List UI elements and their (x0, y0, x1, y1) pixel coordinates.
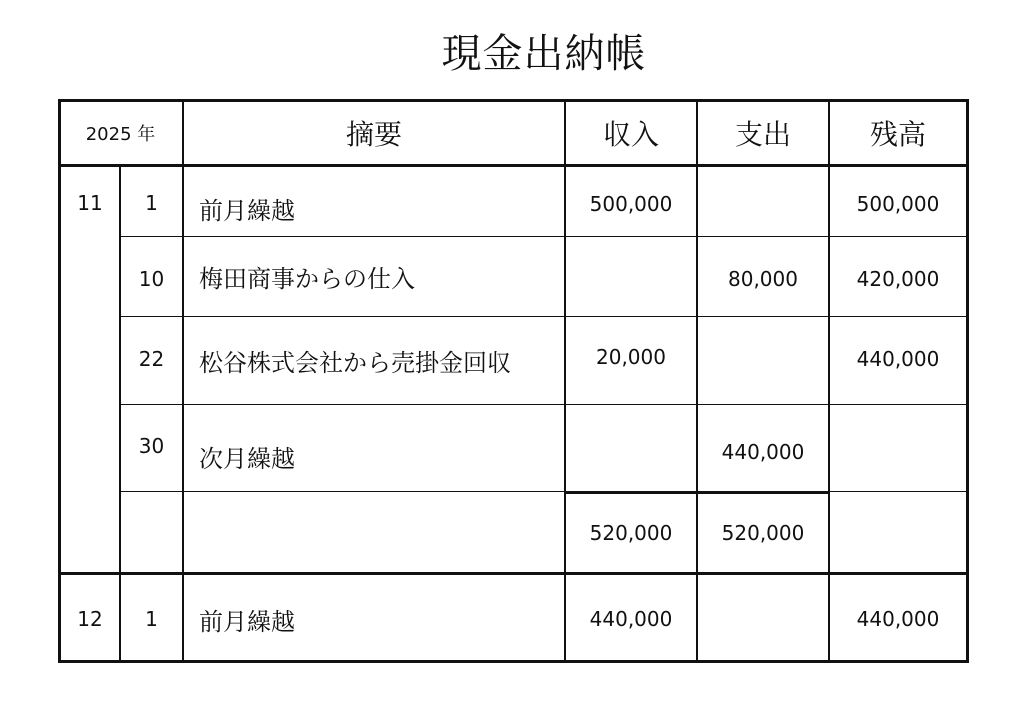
col-line-day (182, 99, 184, 663)
cell-payments: 440,000 (721, 440, 805, 464)
cell-receipts (566, 436, 696, 468)
col-line-receipts (696, 99, 698, 663)
row-line (120, 491, 968, 492)
header-payments: 支出 (734, 118, 791, 151)
cell-description: 次月繰越 (199, 444, 295, 473)
cell-description: 松谷株式会社から売掛金回収 (199, 348, 511, 377)
row-line (120, 404, 968, 405)
cell-month (61, 343, 119, 375)
border-left (58, 99, 61, 663)
col-line-payments (828, 99, 830, 663)
total-payments: 520,000 (721, 521, 805, 545)
cell-receipts: 20,000 (596, 345, 666, 369)
cell-balance: 500,000 (856, 192, 940, 216)
cell-day (121, 517, 182, 549)
cell-balance: 440,000 (856, 347, 940, 371)
cell-month (61, 263, 119, 295)
cell-balance (830, 517, 966, 549)
cell-description: 前月繰越 (199, 196, 295, 225)
header-divider (58, 164, 969, 167)
row-line (120, 316, 968, 317)
cell-month (61, 517, 119, 549)
cell-payments: 80,000 (728, 267, 798, 291)
header-receipts: 収入 (602, 118, 659, 151)
cell-description (184, 517, 564, 551)
cell-receipts: 440,000 (589, 607, 673, 631)
cell-month: 11 (77, 191, 103, 215)
cell-payments (698, 188, 828, 220)
cell-day: 1 (145, 607, 158, 631)
cell-day: 22 (138, 347, 165, 371)
border-right (966, 99, 969, 663)
cell-day: 10 (138, 267, 165, 291)
cell-description: 梅田商事からの仕入 (199, 264, 415, 293)
cell-receipts (566, 263, 696, 295)
cell-description: 前月繰越 (199, 607, 295, 636)
cell-balance (830, 436, 966, 468)
cell-day: 1 (145, 191, 158, 215)
cell-receipts: 500,000 (589, 192, 673, 216)
header-balance: 残高 (869, 118, 926, 151)
total-receipts: 520,000 (589, 521, 673, 545)
total-rule (564, 491, 830, 494)
cell-payments (698, 603, 828, 635)
col-line-month (119, 165, 121, 662)
cell-month: 12 (77, 607, 103, 631)
cell-balance: 440,000 (856, 607, 940, 631)
month-divider (58, 572, 969, 575)
cell-payments (698, 343, 828, 375)
border-bottom (58, 660, 969, 663)
header-description: 摘要 (345, 118, 402, 151)
col-line-desc (564, 99, 566, 663)
cell-balance: 420,000 (856, 267, 940, 291)
cell-month (61, 430, 119, 462)
row-line (120, 236, 968, 237)
cash-ledger-table (58, 99, 969, 663)
cell-day: 30 (138, 434, 165, 458)
ledger-title: 現金出納帳 (441, 31, 647, 77)
header-year: 2025 年 (85, 124, 156, 145)
